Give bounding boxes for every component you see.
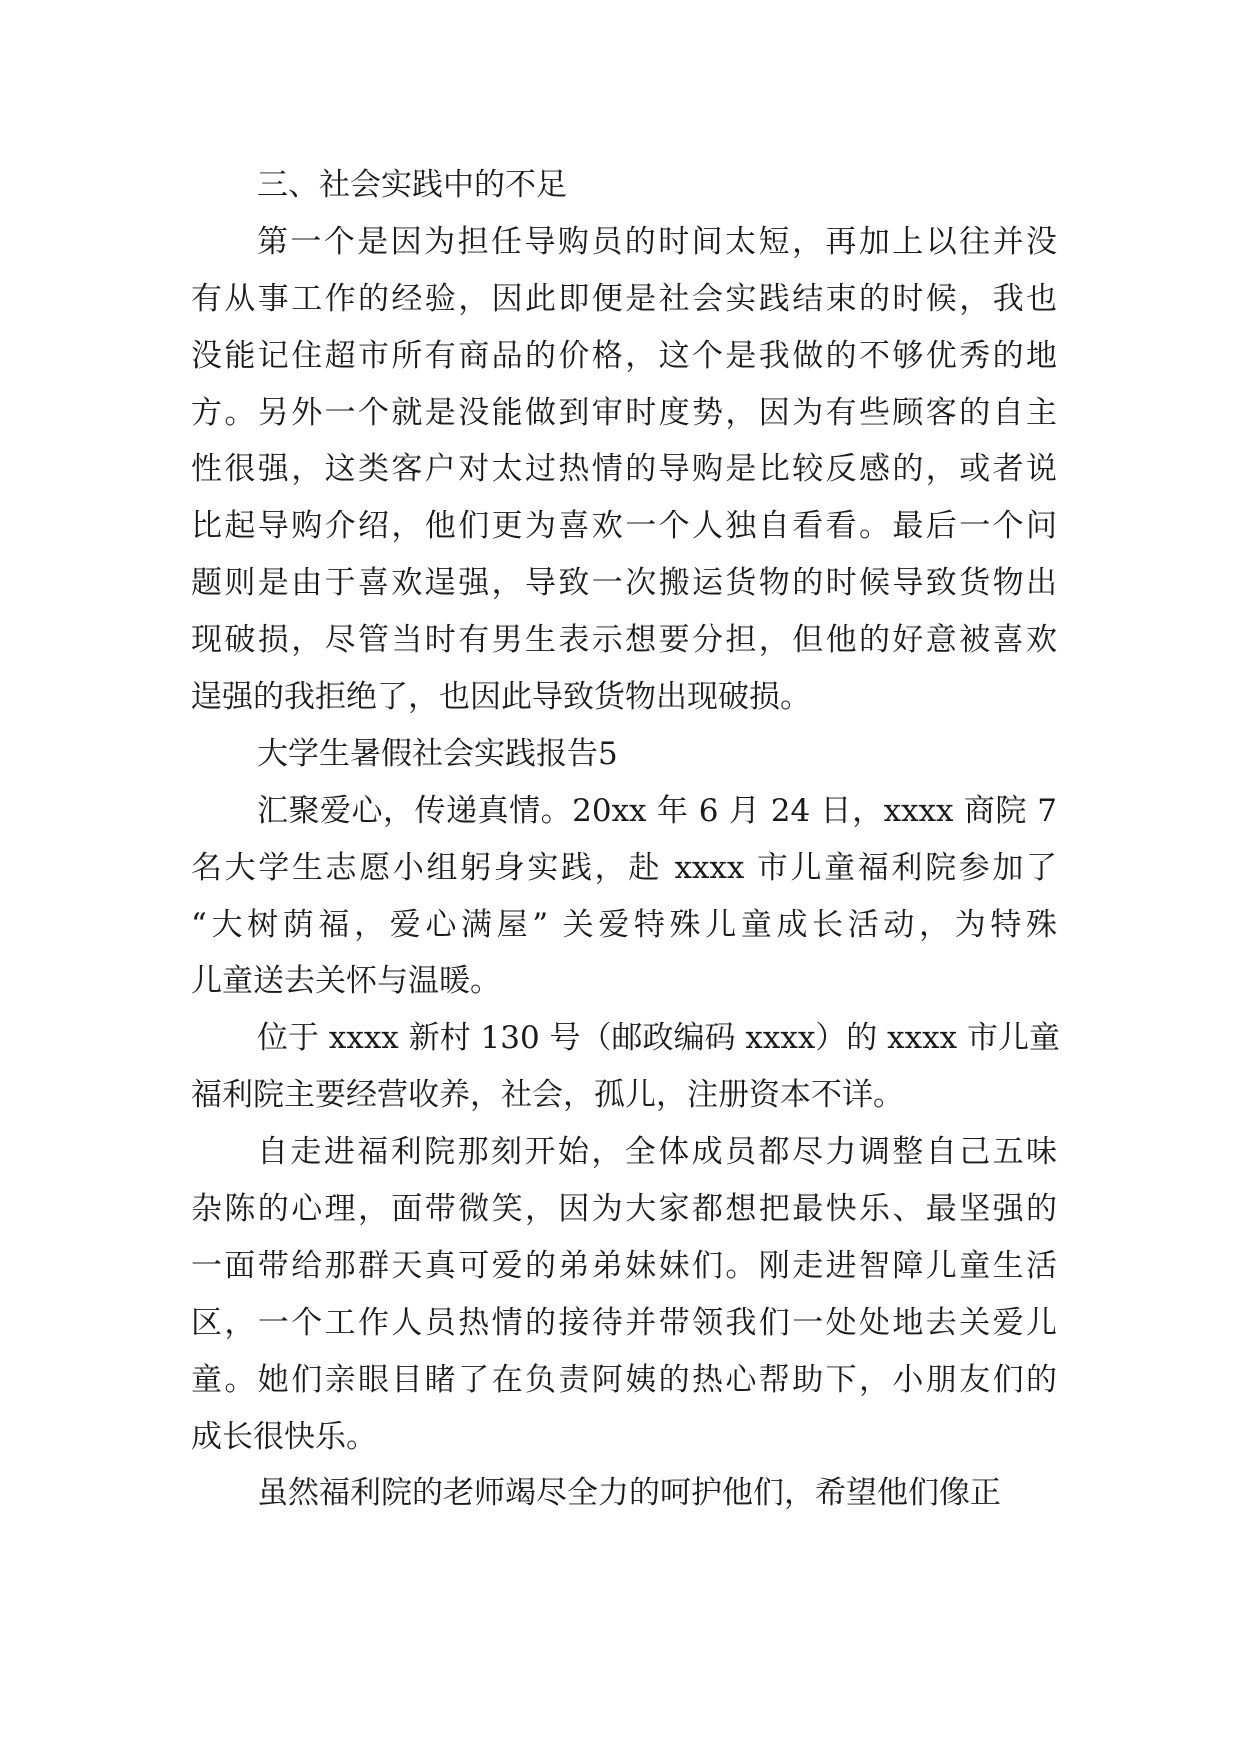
paragraph xyxy=(191,1465,1057,1522)
document-body xyxy=(191,157,1060,1522)
paragraph-line: 虽然福利院的老师竭尽全力的呵护他们，希望他们像正 xyxy=(257,1475,1001,1512)
paragraph xyxy=(191,1124,1057,1465)
paragraph-line: 一面带给那群天真可爱的弟弟妹妹们。刚走进智障儿童生活 xyxy=(191,1247,1057,1284)
paragraph-line: 汇聚爱心，传递真情。20xx 年 6 月 24 日，xxxx 商院 7 xyxy=(257,792,1057,829)
paragraph-line: 儿童送去关怀与温暖。 xyxy=(191,963,501,1000)
paragraph-line: 杂陈的心理，面带微笑，因为大家都想把最快乐、最坚强的 xyxy=(191,1191,1057,1228)
paragraph xyxy=(191,783,1057,1011)
paragraph-line: 有从事工作的经验，因此即便是社会实践结束的时候，我也 xyxy=(191,280,1057,317)
section-heading xyxy=(191,726,1057,783)
paragraph-line: 自走进福利院那刻开始，全体成员都尽力调整自己五味 xyxy=(257,1134,1057,1171)
section-heading xyxy=(191,157,1057,214)
paragraph-line: 逞强的我拒绝了，也因此导致货物出现破损。 xyxy=(191,679,811,716)
paragraph-line: 名大学生志愿小组躬身实践，赴 xxxx 市儿童福利院参加了 xyxy=(191,849,1057,886)
paragraph-line: 没能记住超市所有商品的价格，这个是我做的不够优秀的地 xyxy=(191,337,1057,374)
paragraph-line: 现破损，尽管当时有男生表示想要分担，但他的好意被喜欢 xyxy=(191,622,1057,659)
paragraph-line: 方。另外一个就是没能做到审时度势，因为有些顾客的自主 xyxy=(191,394,1057,431)
paragraph-line: 第一个是因为担任导购员的时间太短，再加上以往并没 xyxy=(257,223,1057,260)
paragraph xyxy=(191,1010,1060,1124)
paragraph xyxy=(191,214,1057,726)
paragraph-line: 题则是由于喜欢逞强，导致一次搬运货物的时候导致货物出 xyxy=(191,565,1057,602)
paragraph-line: 童。她们亲眼目睹了在负责阿姨的热心帮助下，小朋友们的 xyxy=(191,1361,1057,1398)
paragraph-line: “大树荫福，爱心满屋” 关爱特殊儿童成长活动，为特殊 xyxy=(191,906,1057,943)
heading-text: 三、社会实践中的不足 xyxy=(257,167,567,203)
paragraph-line: 性很强，这类客户对太过热情的导购是比较反感的，或者说 xyxy=(191,451,1057,488)
paragraph-line: 福利院主要经营收养，社会，孤儿，注册资本不详。 xyxy=(191,1077,904,1114)
paragraph-line: 比起导购介绍，他们更为喜欢一个人独自看看。最后一个问 xyxy=(191,508,1057,545)
heading-text: 大学生暑假社会实践报告5 xyxy=(257,735,618,772)
paragraph-line: 位于 xxxx 新村 130 号（邮政编码 xxxx）的 xxxx 市儿童 xyxy=(257,1020,1060,1057)
paragraph-line: 成长很快乐。 xyxy=(191,1418,377,1455)
paragraph-line: 区，一个工作人员热情的接待并带领我们一处处地去关爱儿 xyxy=(191,1304,1057,1341)
